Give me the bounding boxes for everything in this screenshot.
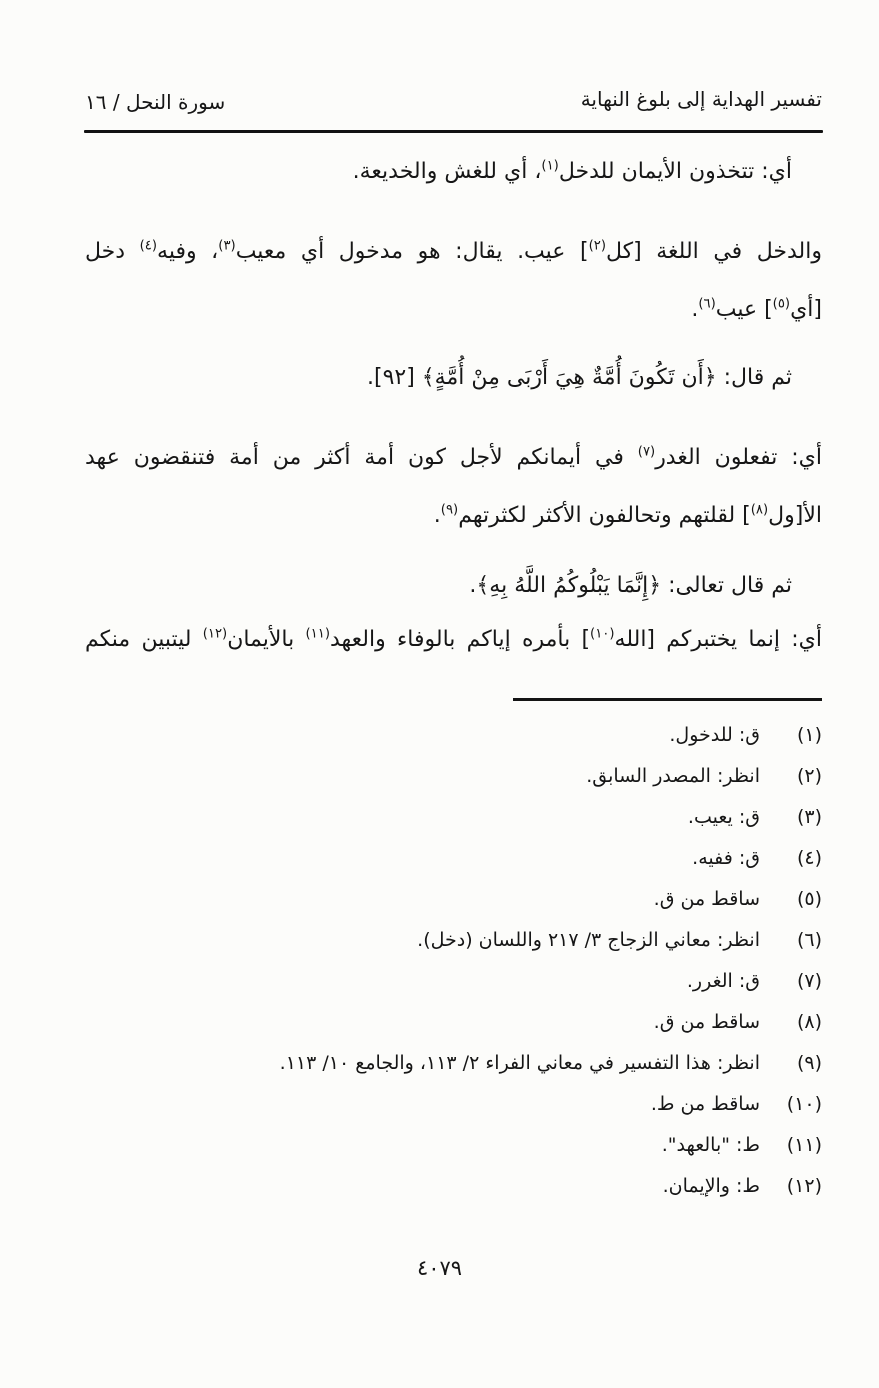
footnote-number: (٦) [796, 929, 822, 951]
footnote-text: ق: الغرر. [686, 970, 760, 992]
footnote-row [85, 1134, 822, 1175]
footnote-text: ق: للدخول. [669, 724, 760, 746]
body-line: والدخل في اللغة [كل$^{(٢)}$] عيب. يقال: هو مدخول أي معيب$^{(٣)}$، وفيه$^{(٤)}$ دخل [85, 238, 822, 264]
page-number: ٤٠٧٩ [416, 1256, 463, 1280]
footnote-number: (٤) [796, 847, 822, 869]
footnote-number: (٥) [796, 888, 822, 910]
body-line-verse: ثم قال: ﴿أَن تَكُونَ أُمَّةٌ هِيَ أَرْبَى مِنْ أُمَّةٍ﴾ [٩٢]. [366, 365, 792, 390]
footnote-row [85, 1175, 822, 1216]
footnote-row [85, 724, 822, 765]
footnote-row [85, 806, 822, 847]
footnotes-block [85, 724, 822, 1216]
body-line: أي: تتخذون الأيمان للدخل$^{(١)}$، أي للغش والخديعة. [352, 158, 792, 184]
footnote-text: ط: "بالعهد". [661, 1134, 760, 1156]
footnote-number: (٨) [796, 1011, 822, 1033]
footnote-text: ساقط من ق. [653, 888, 760, 910]
footnote-text: انظر: معاني الزجاج ٣/ ٢١٧ واللسان (دخل). [417, 929, 760, 951]
footnote-row [85, 847, 822, 888]
body-line: أي: إنما يختبركم [الله$^{(١٠)}$] بأمره إياكم بالوفاء والعهد$^{(١١)}$ بالأيمان$^{(١٢)}$ ليتبين منكم [85, 626, 822, 652]
footnote-number: (١٠) [786, 1093, 822, 1115]
footnote-row [85, 1052, 822, 1093]
footnote-row [85, 1093, 822, 1134]
footnote-number: (١٢) [786, 1175, 822, 1197]
footnote-row [85, 1011, 822, 1052]
footnote-number: (٧) [796, 970, 822, 992]
header-surah-ref: سورة النحل / ١٦ [85, 90, 226, 114]
footnote-row [85, 765, 822, 806]
body-line: [أي$^{(٥)}$] عيب$^{(٦)}$. [691, 296, 822, 322]
body-line: الأ[ول$^{(٨)}$] لقلتهم وتحالفون الأكثر لكثرتهم$^{(٩)}$. [433, 502, 822, 528]
footnote-number: (٣) [796, 806, 822, 828]
footnote-text: ق: يعيب. [687, 806, 760, 828]
footnote-text: انظر: هذا التفسير في معاني الفراء ٢/ ١١٣، والجامع ١٠/ ١١٣. [279, 1052, 760, 1074]
footnote-number: (١١) [786, 1134, 822, 1156]
footnote-number: (٢) [796, 765, 822, 787]
footnote-row [85, 970, 822, 1011]
footnote-row [85, 929, 822, 970]
footnote-text: ساقط من ق. [653, 1011, 760, 1033]
footnote-text: ساقط من ط. [650, 1093, 760, 1115]
body-line: أي: تفعلون الغدر$^{(٧)}$ في أيمانكم لأجل كون أمة أكثر من أمة فتنقضون عهد [85, 444, 822, 470]
footnote-number: (٩) [796, 1052, 822, 1074]
header-book-title: تفسير الهداية إلى بلوغ النهاية [580, 87, 822, 111]
footnote-text: ط: والإيمان. [662, 1175, 760, 1197]
header-rule [84, 130, 823, 133]
footnote-text: ق: ففيه. [692, 847, 760, 869]
footnote-separator [513, 698, 822, 701]
body-line-verse: ثم قال تعالى: ﴿إِنَّمَا يَبْلُوكُمُ اللَّهُ بِهِ﴾. [469, 573, 792, 598]
footnote-number: (١) [796, 724, 822, 746]
footnote-row [85, 888, 822, 929]
footnote-text: انظر: المصدر السابق. [586, 765, 760, 787]
